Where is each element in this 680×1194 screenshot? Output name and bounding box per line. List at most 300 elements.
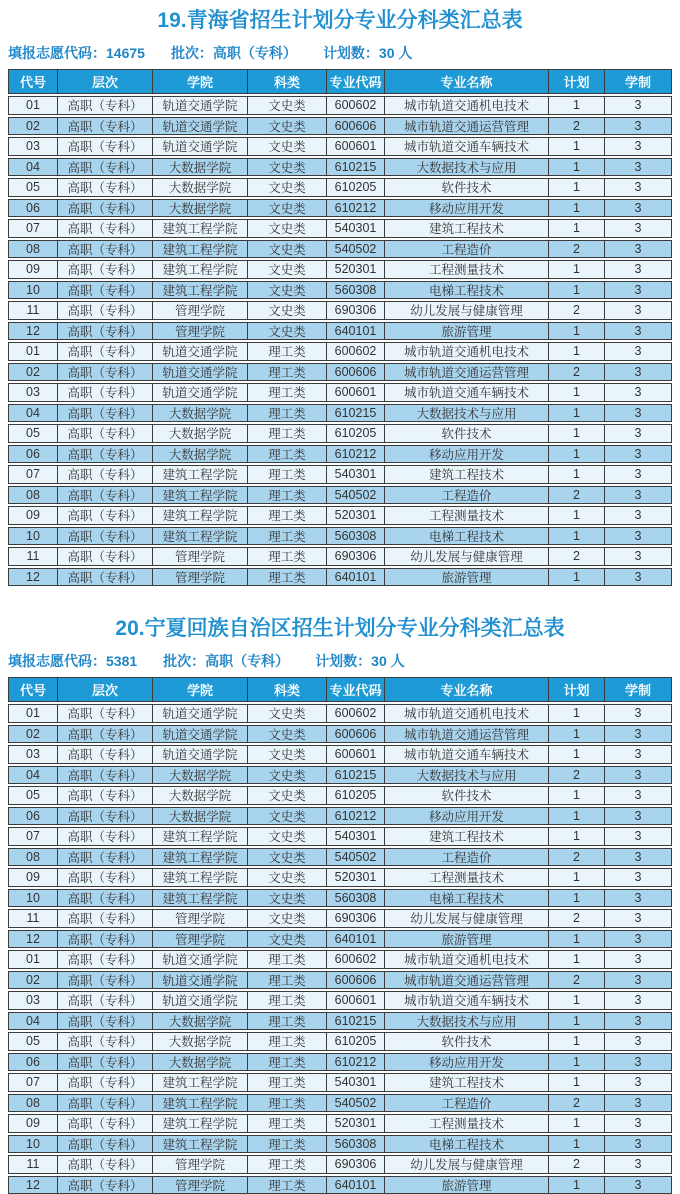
table-cell: 理工类 xyxy=(248,528,327,545)
table-cell: 3 xyxy=(634,385,642,400)
table-cell: 600606 xyxy=(327,118,385,135)
table-cell: 轨道交通学院 xyxy=(153,992,248,1009)
table-cell: 管理学院 xyxy=(153,1177,248,1194)
table-cell: 工程测量技术 xyxy=(385,507,549,524)
table-cell: 文史类 xyxy=(248,179,327,196)
table-cell: 03 xyxy=(9,992,58,1009)
table-cell: 3 xyxy=(634,972,642,987)
table-cell: 文史类 xyxy=(248,138,327,155)
table-cell: 2 xyxy=(549,118,605,135)
table-row xyxy=(8,568,672,587)
table-cell: 旅游管理 xyxy=(385,1177,549,1194)
table-cell: 1 xyxy=(549,1074,605,1091)
table-cell: 轨道交通学院 xyxy=(153,384,248,401)
table-cell: 建筑工程学院 xyxy=(153,849,248,866)
table-cell: 城市轨道交通机电技术 xyxy=(385,97,549,114)
table-row xyxy=(8,527,672,546)
table-cell: 03 xyxy=(9,384,58,401)
table-cell: 10 xyxy=(9,528,58,545)
table-cell: 高职（专科） xyxy=(58,890,153,907)
table-cell: 建筑工程学院 xyxy=(153,241,248,258)
table-cell: 3 xyxy=(634,98,642,113)
table-cell: 高职（专科） xyxy=(58,808,153,825)
application-code: 填报志愿代码：14675 xyxy=(8,45,145,61)
table-cell: 文史类 xyxy=(248,767,327,784)
table-cell: 管理学院 xyxy=(153,302,248,319)
table-cell: 理工类 xyxy=(248,343,327,360)
header-col-major-name: 专业名称 xyxy=(385,678,549,701)
table-cell: 560308 xyxy=(327,890,385,907)
table-cell: 610205 xyxy=(327,179,385,196)
table-cell: 大数据学院 xyxy=(153,159,248,176)
table-cell: 高职（专科） xyxy=(58,200,153,217)
table-cell: 08 xyxy=(9,1095,58,1112)
batch-label: 批次：高职（专科） xyxy=(163,653,290,669)
table-header-row xyxy=(8,69,672,94)
table-cell: 高职（专科） xyxy=(58,1156,153,1173)
table-cell: 建筑工程学院 xyxy=(153,528,248,545)
table-cell: 540301 xyxy=(327,220,385,237)
table-row xyxy=(8,96,672,115)
table-cell: 02 xyxy=(9,972,58,989)
table-row xyxy=(8,868,672,887)
table-cell: 工程造价 xyxy=(385,849,549,866)
table-cell: 690306 xyxy=(327,548,385,565)
table-cell: 3 xyxy=(634,829,642,844)
table-cell: 高职（专科） xyxy=(58,1115,153,1132)
table-cell: 3 xyxy=(634,767,642,782)
table-cell: 高职（专科） xyxy=(58,1095,153,1112)
table-cell: 11 xyxy=(9,302,58,319)
table-cell: 电梯工程技术 xyxy=(385,1136,549,1153)
header-col-major-code: 专业代码 xyxy=(327,678,385,701)
table-cell: 2 xyxy=(549,548,605,565)
table-cell: 文史类 xyxy=(248,705,327,722)
table-cell: 3 xyxy=(634,993,642,1008)
table-cell: 3 xyxy=(634,870,642,885)
table-cell: 移动应用开发 xyxy=(385,446,549,463)
table-body-ningxia xyxy=(8,704,672,1194)
table-cell: 2 xyxy=(549,487,605,504)
table-cell: 高职（专科） xyxy=(58,302,153,319)
table-cell: 城市轨道交通机电技术 xyxy=(385,343,549,360)
table-row xyxy=(8,137,672,156)
table-cell: 1 xyxy=(549,705,605,722)
table-cell: 高职（专科） xyxy=(58,179,153,196)
table-cell: 600606 xyxy=(327,726,385,743)
table-cell: 600606 xyxy=(327,364,385,381)
table-cell: 理工类 xyxy=(248,951,327,968)
table-cell: 城市轨道交通运营管理 xyxy=(385,972,549,989)
table-cell: 3 xyxy=(634,549,642,564)
table-cell: 理工类 xyxy=(248,548,327,565)
table-cell: 高职（专科） xyxy=(58,767,153,784)
table-cell: 幼儿发展与健康管理 xyxy=(385,302,549,319)
table-cell: 轨道交通学院 xyxy=(153,726,248,743)
table-cell: 文史类 xyxy=(248,282,327,299)
table-cell: 3 xyxy=(634,180,642,195)
table-cell: 520301 xyxy=(327,261,385,278)
table-cell: 工程测量技术 xyxy=(385,261,549,278)
table-cell: 600601 xyxy=(327,992,385,1009)
table-cell: 520301 xyxy=(327,1115,385,1132)
table-cell: 1 xyxy=(549,808,605,825)
table-row xyxy=(8,260,672,279)
table-cell: 大数据技术与应用 xyxy=(385,405,549,422)
table-cell: 3 xyxy=(634,569,642,584)
table-cell: 文史类 xyxy=(248,97,327,114)
table-cell: 旅游管理 xyxy=(385,323,549,340)
table-cell: 理工类 xyxy=(248,1013,327,1030)
header-col-plan: 计划 xyxy=(549,678,605,701)
table-cell: 大数据学院 xyxy=(153,446,248,463)
table-cell: 3 xyxy=(634,262,642,277)
table-cell: 高职（专科） xyxy=(58,1013,153,1030)
table-row xyxy=(8,506,672,525)
table-cell: 城市轨道交通运营管理 xyxy=(385,726,549,743)
table-cell: 文史类 xyxy=(248,323,327,340)
table-cell: 2 xyxy=(549,767,605,784)
table-cell: 高职（专科） xyxy=(58,446,153,463)
table-cell: 1 xyxy=(549,220,605,237)
table-cell: 3 xyxy=(634,159,642,174)
table-cell: 1 xyxy=(549,97,605,114)
table-cell: 工程造价 xyxy=(385,241,549,258)
table-cell: 文史类 xyxy=(248,849,327,866)
table-cell: 建筑工程学院 xyxy=(153,487,248,504)
table-cell: 690306 xyxy=(327,910,385,927)
header-col-college: 学院 xyxy=(153,678,248,701)
table-cell: 610215 xyxy=(327,159,385,176)
table-row xyxy=(8,725,672,744)
table-row xyxy=(8,383,672,402)
table-row xyxy=(8,178,672,197)
table-cell: 03 xyxy=(9,138,58,155)
table-cell: 3 xyxy=(634,200,642,215)
table-cell: 文史类 xyxy=(248,726,327,743)
table-cell: 3 xyxy=(634,1095,642,1110)
table-cell: 2 xyxy=(549,241,605,258)
table-cell: 工程造价 xyxy=(385,1095,549,1112)
table-cell: 01 xyxy=(9,343,58,360)
table-cell: 轨道交通学院 xyxy=(153,138,248,155)
table-cell: 轨道交通学院 xyxy=(153,705,248,722)
table-cell: 文史类 xyxy=(248,261,327,278)
plan-total: 计划数：30 人 xyxy=(322,45,413,61)
table-cell: 01 xyxy=(9,97,58,114)
table-cell: 理工类 xyxy=(248,384,327,401)
table-cell: 1 xyxy=(549,425,605,442)
table-cell: 工程测量技术 xyxy=(385,1115,549,1132)
table-cell: 1 xyxy=(549,282,605,299)
table-cell: 1 xyxy=(549,528,605,545)
table-cell: 大数据技术与应用 xyxy=(385,767,549,784)
table-cell: 理工类 xyxy=(248,446,327,463)
table-cell: 3 xyxy=(634,890,642,905)
table-cell: 理工类 xyxy=(248,569,327,586)
table-row xyxy=(8,219,672,238)
table-cell: 理工类 xyxy=(248,405,327,422)
table-row xyxy=(8,486,672,505)
table-cell: 大数据技术与应用 xyxy=(385,1013,549,1030)
header-col-college: 学院 xyxy=(153,70,248,93)
table-cell: 600602 xyxy=(327,343,385,360)
table-cell: 旅游管理 xyxy=(385,931,549,948)
table-cell: 文史类 xyxy=(248,890,327,907)
table-cell: 理工类 xyxy=(248,1095,327,1112)
table-row xyxy=(8,547,672,566)
table-cell: 理工类 xyxy=(248,487,327,504)
table-row xyxy=(8,827,672,846)
table-cell: 1 xyxy=(549,931,605,948)
table-cell: 1 xyxy=(549,159,605,176)
table-cell: 640101 xyxy=(327,569,385,586)
table-cell: 610212 xyxy=(327,808,385,825)
table-cell: 610205 xyxy=(327,1033,385,1050)
table-cell: 690306 xyxy=(327,1156,385,1173)
table-cell: 软件技术 xyxy=(385,179,549,196)
table-cell: 文史类 xyxy=(248,118,327,135)
table-cell: 3 xyxy=(634,1054,642,1069)
table-row xyxy=(8,281,672,300)
table-cell: 3 xyxy=(634,911,642,926)
table-cell: 理工类 xyxy=(248,992,327,1009)
table-cell: 建筑工程学院 xyxy=(153,890,248,907)
table-cell: 高职（专科） xyxy=(58,425,153,442)
table-row xyxy=(8,971,672,990)
table-cell: 大数据学院 xyxy=(153,179,248,196)
header-col-level: 层次 xyxy=(58,678,153,701)
table-cell: 高职（专科） xyxy=(58,569,153,586)
table-cell: 1 xyxy=(549,138,605,155)
header-col-duration: 学制 xyxy=(624,683,651,698)
table-cell: 610215 xyxy=(327,1013,385,1030)
table-cell: 建筑工程技术 xyxy=(385,220,549,237)
table-cell: 高职（专科） xyxy=(58,507,153,524)
table-cell: 05 xyxy=(9,179,58,196)
table-cell: 高职（专科） xyxy=(58,849,153,866)
table-cell: 1 xyxy=(549,179,605,196)
table-cell: 1 xyxy=(549,869,605,886)
table-cell: 建筑工程学院 xyxy=(153,1136,248,1153)
table-cell: 建筑工程学院 xyxy=(153,261,248,278)
table-cell: 1 xyxy=(549,200,605,217)
table-cell: 文史类 xyxy=(248,869,327,886)
info-line-ningxia xyxy=(8,651,672,671)
table-cell: 08 xyxy=(9,487,58,504)
table-cell: 1 xyxy=(549,507,605,524)
table-cell: 11 xyxy=(9,548,58,565)
table-cell: 3 xyxy=(634,323,642,338)
table-cell: 08 xyxy=(9,849,58,866)
table-row xyxy=(8,766,672,785)
table-cell: 1 xyxy=(549,1033,605,1050)
table-cell: 1 xyxy=(549,405,605,422)
header-col-duration: 学制 xyxy=(624,75,651,90)
table-cell: 软件技术 xyxy=(385,425,549,442)
table-cell: 07 xyxy=(9,1074,58,1091)
table-cell: 1 xyxy=(549,446,605,463)
table-cell: 旅游管理 xyxy=(385,569,549,586)
header-col-major-code: 专业代码 xyxy=(327,70,385,93)
table-cell: 3 xyxy=(634,849,642,864)
table-body-qinghai xyxy=(8,96,672,586)
table-row xyxy=(8,322,672,341)
table-cell: 540502 xyxy=(327,849,385,866)
table-cell: 大数据学院 xyxy=(153,1013,248,1030)
table-cell: 高职（专科） xyxy=(58,282,153,299)
table-row xyxy=(8,1135,672,1154)
table-cell: 轨道交通学院 xyxy=(153,972,248,989)
table-cell: 600602 xyxy=(327,705,385,722)
table-cell: 高职（专科） xyxy=(58,118,153,135)
table-cell: 3 xyxy=(634,1075,642,1090)
table-cell: 12 xyxy=(9,323,58,340)
table-row xyxy=(8,1073,672,1092)
table-cell: 3 xyxy=(634,364,642,379)
table-cell: 高职（专科） xyxy=(58,220,153,237)
table-cell: 3 xyxy=(634,952,642,967)
table-cell: 1 xyxy=(549,787,605,804)
table-cell: 1 xyxy=(549,890,605,907)
table-cell: 07 xyxy=(9,220,58,237)
table-cell: 高职（专科） xyxy=(58,323,153,340)
table-row xyxy=(8,848,672,867)
table-cell: 610205 xyxy=(327,787,385,804)
table-cell: 理工类 xyxy=(248,1074,327,1091)
table-cell: 大数据学院 xyxy=(153,808,248,825)
table-cell: 3 xyxy=(634,446,642,461)
table-cell: 轨道交通学院 xyxy=(153,343,248,360)
table-cell: 城市轨道交通车辆技术 xyxy=(385,138,549,155)
table-cell: 610212 xyxy=(327,1054,385,1071)
table-cell: 建筑工程学院 xyxy=(153,1115,248,1132)
table-cell: 3 xyxy=(634,118,642,133)
table-cell: 文史类 xyxy=(248,302,327,319)
table-cell: 3 xyxy=(634,1157,642,1172)
plan-total: 计划数：30 人 xyxy=(315,653,405,669)
table-cell: 2 xyxy=(549,302,605,319)
header-col-code: 代号 xyxy=(9,678,58,701)
table-cell: 1 xyxy=(549,828,605,845)
table-cell: 3 xyxy=(634,139,642,154)
table-cell: 大数据学院 xyxy=(153,787,248,804)
table-cell: 1 xyxy=(549,746,605,763)
table-cell: 管理学院 xyxy=(153,1156,248,1173)
table-cell: 1 xyxy=(549,569,605,586)
table-row xyxy=(8,424,672,443)
table-cell: 轨道交通学院 xyxy=(153,951,248,968)
table-cell: 600602 xyxy=(327,97,385,114)
table-cell: 12 xyxy=(9,569,58,586)
table-cell: 工程测量技术 xyxy=(385,869,549,886)
header-col-code: 代号 xyxy=(9,70,58,93)
table-cell: 电梯工程技术 xyxy=(385,890,549,907)
table-cell: 2 xyxy=(549,364,605,381)
batch-label: 批次：高职（专科） xyxy=(170,45,297,61)
table-cell: 城市轨道交通机电技术 xyxy=(385,951,549,968)
table-cell: 城市轨道交通运营管理 xyxy=(385,364,549,381)
table-cell: 520301 xyxy=(327,507,385,524)
table-cell: 3 xyxy=(634,1136,642,1151)
table-cell: 640101 xyxy=(327,1177,385,1194)
table-cell: 城市轨道交通车辆技术 xyxy=(385,992,549,1009)
table-cell: 高职（专科） xyxy=(58,746,153,763)
table-cell: 560308 xyxy=(327,528,385,545)
table-cell: 移动应用开发 xyxy=(385,200,549,217)
table-cell: 540301 xyxy=(327,466,385,483)
table-cell: 1 xyxy=(549,1013,605,1030)
table-cell: 600606 xyxy=(327,972,385,989)
table-cell: 04 xyxy=(9,1013,58,1030)
table-cell: 07 xyxy=(9,466,58,483)
table-cell: 06 xyxy=(9,446,58,463)
table-cell: 高职（专科） xyxy=(58,97,153,114)
table-cell: 1 xyxy=(549,384,605,401)
table-row xyxy=(8,240,672,259)
table-cell: 高职（专科） xyxy=(58,972,153,989)
table-cell: 3 xyxy=(634,788,642,803)
table-cell: 幼儿发展与健康管理 xyxy=(385,1156,549,1173)
table-cell: 540301 xyxy=(327,828,385,845)
table-cell: 高职（专科） xyxy=(58,951,153,968)
table-cell: 建筑工程技术 xyxy=(385,1074,549,1091)
table-cell: 3 xyxy=(634,1177,642,1192)
table-row xyxy=(8,909,672,928)
table-cell: 轨道交通学院 xyxy=(153,118,248,135)
table-cell: 06 xyxy=(9,1054,58,1071)
table-cell: 2 xyxy=(549,1095,605,1112)
header-col-category: 科类 xyxy=(248,70,327,93)
table-cell: 09 xyxy=(9,869,58,886)
table-cell: 建筑工程学院 xyxy=(153,282,248,299)
table-title-qinghai: 19.青海省招生计划分专业分科类汇总表 xyxy=(157,9,523,32)
table-cell: 文史类 xyxy=(248,746,327,763)
table-cell: 轨道交通学院 xyxy=(153,364,248,381)
table-cell: 03 xyxy=(9,746,58,763)
table-cell: 3 xyxy=(634,405,642,420)
table-cell: 文史类 xyxy=(248,910,327,927)
table-cell: 540502 xyxy=(327,1095,385,1112)
table-cell: 理工类 xyxy=(248,972,327,989)
table-cell: 610215 xyxy=(327,767,385,784)
table-cell: 建筑工程学院 xyxy=(153,466,248,483)
table-cell: 高职（专科） xyxy=(58,1136,153,1153)
table-cell: 560308 xyxy=(327,282,385,299)
table-row xyxy=(8,1032,672,1051)
table-row xyxy=(8,786,672,805)
table-cell: 理工类 xyxy=(248,364,327,381)
table-cell: 3 xyxy=(634,426,642,441)
table-cell: 540301 xyxy=(327,1074,385,1091)
table-cell: 城市轨道交通运营管理 xyxy=(385,118,549,135)
table-cell: 高职（专科） xyxy=(58,466,153,483)
table-cell: 高职（专科） xyxy=(58,364,153,381)
table-cell: 02 xyxy=(9,364,58,381)
table-cell: 11 xyxy=(9,1156,58,1173)
table-row xyxy=(8,1155,672,1174)
table-cell: 610205 xyxy=(327,425,385,442)
table-cell: 软件技术 xyxy=(385,1033,549,1050)
table-cell: 高职（专科） xyxy=(58,548,153,565)
table-cell: 3 xyxy=(634,487,642,502)
table-cell: 01 xyxy=(9,951,58,968)
table-cell: 大数据学院 xyxy=(153,1054,248,1071)
table-row xyxy=(8,465,672,484)
table-cell: 06 xyxy=(9,200,58,217)
table-cell: 09 xyxy=(9,1115,58,1132)
table-cell: 1 xyxy=(549,726,605,743)
